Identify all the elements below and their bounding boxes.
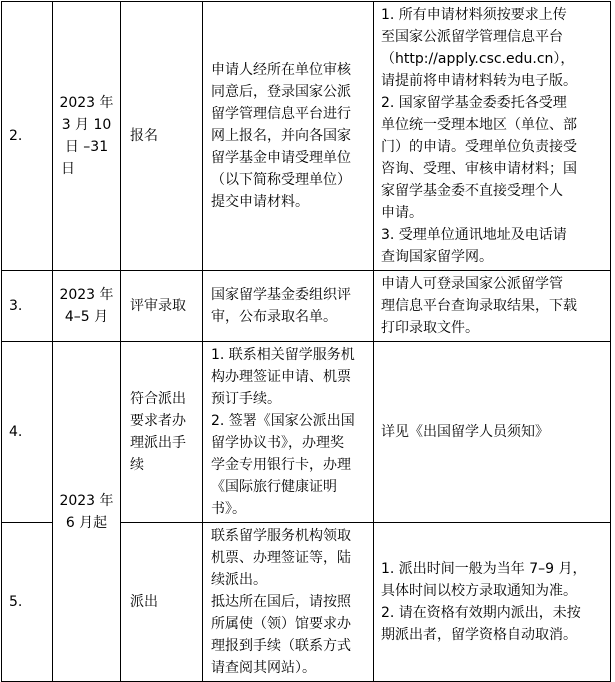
action-line: 1. 联系相关留学服务机 bbox=[211, 347, 355, 363]
action-line: 网上报名，并向各国家 bbox=[211, 128, 351, 144]
date-line: 日 bbox=[61, 161, 75, 177]
action-line: 预订手续。 bbox=[211, 391, 281, 407]
item-cell: 报名 bbox=[121, 2, 203, 271]
action-line: 请查阅其网站）。 bbox=[211, 660, 316, 676]
note-line: 具体时间以校方录取通知为准。 bbox=[381, 583, 577, 599]
item-line: 续 bbox=[130, 457, 144, 473]
action-line: 书》。 bbox=[211, 501, 246, 517]
date-line: 2023 年 bbox=[59, 492, 114, 509]
item-cell: 评审录取 bbox=[121, 271, 203, 342]
note-line: 1. 所有申请材料须按要求上传 bbox=[381, 7, 567, 23]
date-line: 日 –31 bbox=[64, 139, 109, 155]
date-cell bbox=[53, 271, 121, 342]
note-cell bbox=[374, 271, 611, 342]
action-cell bbox=[203, 2, 374, 271]
row-number: 2. bbox=[2, 2, 53, 271]
note-line: 单位统一受理本地区（单位、部 bbox=[381, 117, 577, 133]
note-line: 2. 请在资格有效期内派出，未按 bbox=[381, 605, 581, 621]
date-cell bbox=[53, 2, 121, 271]
action-line: 留学管理信息平台进行 bbox=[211, 106, 351, 122]
action-line: 联系留学服务机构领取 bbox=[211, 528, 351, 544]
note-line: 1. 派出时间一般为当年 7–9 月， bbox=[381, 561, 587, 577]
note-line: 申请人可登录国家公派留学管 bbox=[381, 276, 563, 292]
note-line: 打印录取文件。 bbox=[381, 320, 479, 336]
note-line: 2. 国家留学基金委委托各受理 bbox=[381, 95, 567, 111]
date-line: 2023 年 bbox=[59, 287, 114, 303]
table-row bbox=[2, 271, 611, 342]
note-cell: 详见《出国留学人员须知》 bbox=[374, 342, 611, 523]
table-row bbox=[2, 342, 611, 523]
action-line: 构办理签证申请、机票 bbox=[211, 369, 351, 385]
item-cell: 派出 bbox=[121, 523, 203, 682]
table-row bbox=[2, 2, 611, 271]
action-cell bbox=[203, 523, 374, 682]
item-line: 理派出手 bbox=[130, 435, 186, 451]
action-line: 所属使（领）馆要求办 bbox=[211, 616, 351, 632]
date-cell-shared bbox=[53, 342, 121, 682]
note-cell bbox=[374, 523, 611, 682]
note-line: 期派出者，留学资格自动取消。 bbox=[381, 627, 577, 643]
note-line: 至国家公派留学管理信息平台 bbox=[381, 29, 563, 45]
item-line: 符合派出 bbox=[130, 391, 186, 407]
action-line: 学金专用银行卡，办理 bbox=[211, 457, 351, 473]
action-line: 国家留学基金委组织评 bbox=[211, 287, 351, 303]
date-line: 6 月起 bbox=[65, 514, 108, 531]
action-line: 留学基金申请受理单位 bbox=[211, 150, 351, 166]
note-line: 3. 受理单位通讯地址及电话请 bbox=[381, 227, 567, 243]
row-number: 3. bbox=[2, 271, 53, 342]
row-number: 4. bbox=[2, 342, 53, 523]
note-line: 申请。 bbox=[381, 205, 423, 221]
action-line: 抵达所在国后，请按照 bbox=[211, 594, 351, 610]
note-line: 家留学基金委不直接受理个人 bbox=[381, 183, 563, 199]
note-line: （http://apply.csc.edu.cn）， bbox=[381, 51, 575, 67]
action-line: 2. 签署《国家公派出国 bbox=[211, 413, 355, 429]
row-number: 5. bbox=[2, 523, 53, 682]
schedule-table bbox=[1, 1, 611, 682]
action-cell bbox=[203, 271, 374, 342]
action-cell bbox=[203, 342, 374, 523]
action-line: 留学协议书》，办理奖 bbox=[211, 435, 344, 451]
note-line: 门）的申请。受理单位负责接受 bbox=[381, 139, 577, 155]
note-cell bbox=[374, 2, 611, 271]
date-line: 3 月 10 bbox=[61, 117, 112, 133]
action-line: （以下简称受理单位） bbox=[211, 172, 351, 188]
item-line: 要求者办 bbox=[130, 413, 186, 429]
date-line: 2023 年 bbox=[59, 95, 114, 111]
action-line: 机票、办理签证等，陆 bbox=[211, 550, 351, 566]
action-line: 申请人经所在单位审核 bbox=[211, 62, 351, 78]
note-line: 请提前将申请材料转为电子版。 bbox=[381, 73, 577, 89]
note-line: 理信息平台查询录取结果，下载 bbox=[381, 298, 577, 314]
note-line: 咨询、受理、审核申请材料；国 bbox=[381, 161, 577, 177]
action-line: 理报到手续（联系方式 bbox=[211, 638, 351, 654]
action-line: 续派出。 bbox=[211, 572, 267, 588]
action-line: 提交申请材料。 bbox=[211, 194, 309, 210]
action-line: 同意后，登录国家公派 bbox=[211, 84, 351, 100]
date-line: 4–5 月 bbox=[64, 309, 109, 325]
action-line: 审，公布录取名单。 bbox=[211, 309, 337, 325]
item-cell bbox=[121, 342, 203, 523]
action-line: 《国际旅行健康证明 bbox=[211, 479, 337, 495]
note-line: 查询国家留学网。 bbox=[381, 249, 493, 265]
